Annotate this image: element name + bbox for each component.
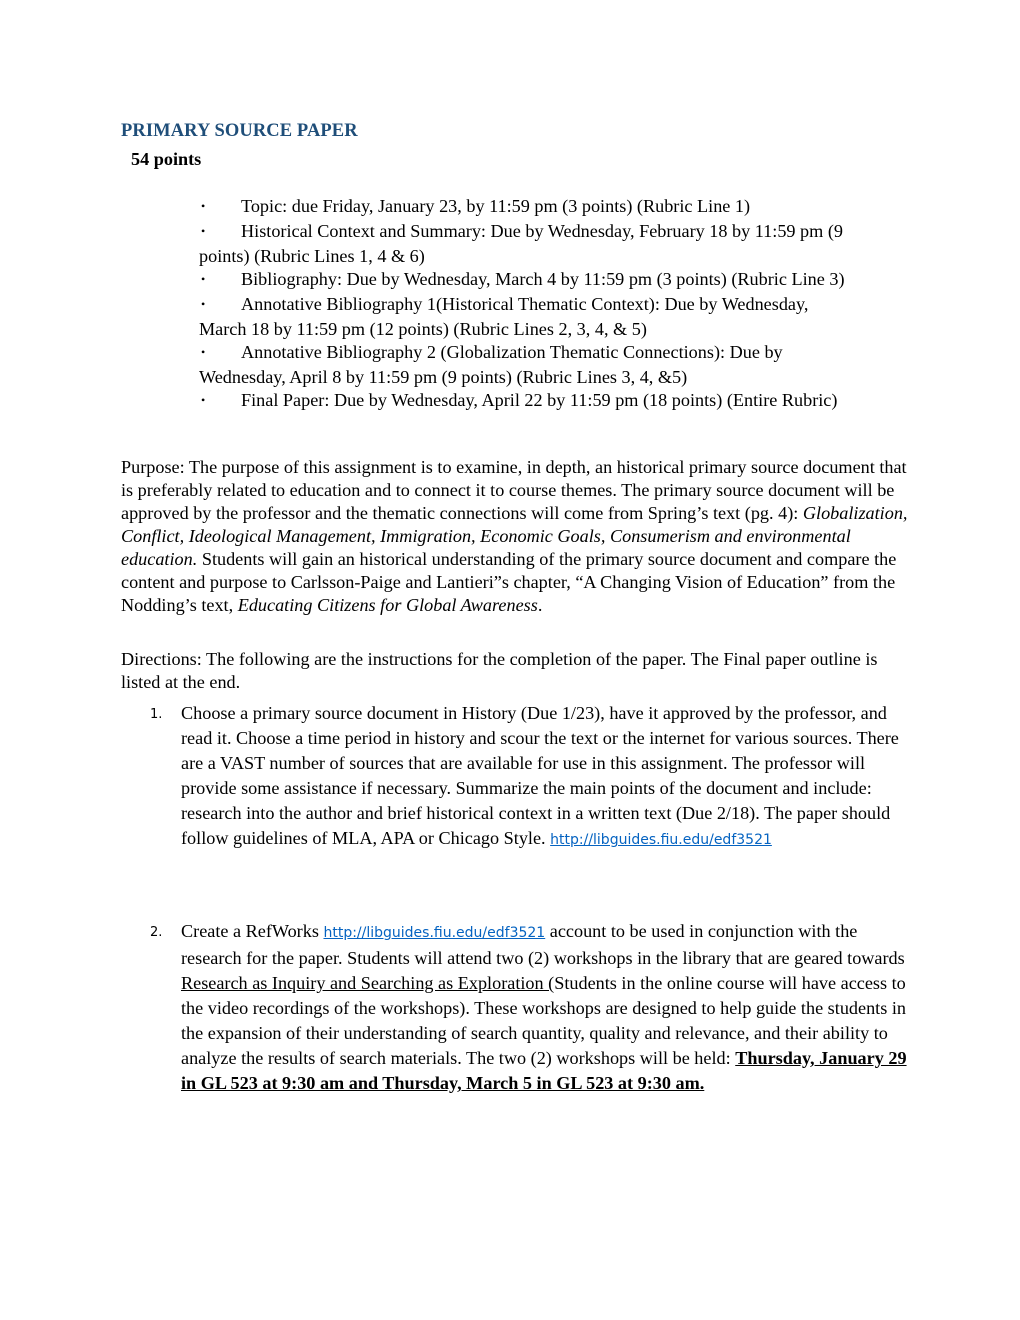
deadline-list (199, 195, 859, 414)
directions-paragraph: Directions: The following are the instructions for the completion of the paper. The Final paper outline is listed at the end. (121, 649, 878, 692)
bullet-icon (199, 293, 241, 318)
book-title: Educating Citizens for Global Awareness (237, 595, 538, 615)
points-total: 54 points (131, 149, 202, 169)
bullet-icon (199, 220, 241, 245)
workshop-dates: Thursday, January 29 in GL 523 at 9:30 am and Thursday, March 5 in GL 523 at 9:30 am. (181, 1048, 907, 1093)
list-item: •Annotative Bibliography 2 (Globalization Thematic Connections): Due by Wednesday, April 8 by 11:59 pm (9 points) (Rubric Lines 3, 4, &5) (199, 341, 859, 389)
course-themes: Globalization, Conflict, Ideological Management, Immigration, Economic Goals, Consumerism and environmental education. (121, 503, 908, 569)
list-item: •Annotative Bibliography 1(Historical Thematic Context): Due by Wednesday, March 18 by 11:59 pm (12 points) (Rubric Lines 2, 3, 4, & 5) (199, 293, 859, 341)
workshop-topic: Research as Inquiry and Searching as Exploration ( (181, 973, 555, 993)
bullet-icon (199, 341, 241, 366)
bullet-icon (199, 389, 241, 414)
list-item: •Bibliography: Due by Wednesday, March 4 by 11:59 pm (3 points) (Rubric Line 3) (199, 268, 859, 293)
list-item: •Topic: due Friday, January 23, by 11:59 pm (3 points) (Rubric Line 1) (199, 195, 859, 220)
list-item: 2. Create a RefWorks http://libguides.fiu.edu/edf3521 account to be used in conjunction with the research for the paper. Students will attend two (2) workshops in the library that are geared towards Research as Inquiry and Searching as Exploration (Students in the online course will have access to the video recordings of the workshops). These workshops are designed to help guide the students in the expansion of their understanding of search quantity, quality and relevance, and their ability to analyze the results of search materials. The two (2) workshops will be held: Thursday, January 29 in GL 523 at 9:30 am and Thursday, March 5 in GL 523 at 9:30 am. (150, 921, 907, 1093)
step-1 (150, 701, 911, 853)
bullet-icon (199, 268, 241, 293)
step-number: 1. (150, 707, 163, 722)
list-item: 1. Choose a primary source document in History (Due 1/23), have it approved by the professor, and read it. Choose a time period in history and scour the text or the internet for various sources. There are a VAST number of sources that are available for use in this assignment. The professor will provide some assistance if necessary. Summarize the main points of the document and include: research into the author and brief historical context in a written text (Due 2/18). The paper should follow guidelines of MLA, APA or Chicago Style. http://libguides.fiu.edu/edf3521 (150, 703, 899, 848)
page-title: PRIMARY SOURCE PAPER (121, 121, 358, 141)
step-number: 2. (150, 925, 163, 940)
purpose-paragraph: Purpose: The purpose of this assignment is to examine, in depth, an historical primary source document that is preferably related to education and to connect it to course themes. The primary source document will be approved by the professor and the thematic connections will come from Spring’s text (pg. 4): Globalization, Conflict, Ideological Management, Immigration, Economic Goals, Consumerism and environmental education. Students will gain an historical understanding of the primary source document and compare the content and purpose to Carlsson-Paige and Lantieri”s chapter, “A Changing Vision of Education” from the Nodding’s text, Educating Citizens for Global Awareness. (121, 457, 908, 615)
libguides-link[interactable]: http://libguides.fiu.edu/edf3521 (550, 832, 772, 848)
list-item: •Historical Context and Summary: Due by Wednesday, February 18 by 11:59 pm (9 points) (Rubric Lines 1, 4 & 6) (199, 220, 859, 268)
refworks-link[interactable]: http://libguides.fiu.edu/edf3521 (323, 925, 546, 941)
list-item: •Final Paper: Due by Wednesday, April 22 by 11:59 pm (18 points) (Entire Rubric) (199, 389, 859, 414)
bullet-icon (199, 195, 241, 220)
step-2 (150, 919, 911, 1096)
